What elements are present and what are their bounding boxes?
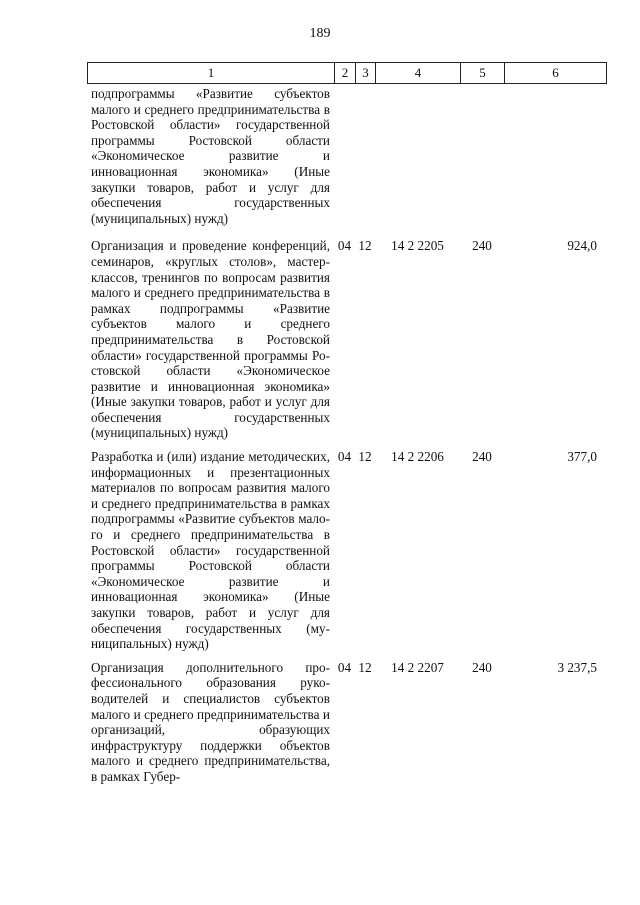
row-expense-type: 240	[472, 449, 492, 465]
column-header-5: 5	[461, 63, 505, 83]
row-target-article	[375, 86, 460, 226]
table-header-row	[87, 62, 607, 84]
row-target-article: 14 2 2206	[391, 449, 444, 465]
row-expense-type: 240	[472, 659, 492, 675]
table-row	[87, 238, 607, 441]
row-section-code: 04	[337, 238, 352, 254]
row-description: Разработка и (или) издание методических, информационных и презентационных материалов по вопросам развития малого и среднего предпринимательства в рамках подпрограммы «Развитие субъектов малого и среднего предпринимательства в Ростовской области» государственной программы Ростовской области «Экономическое развитие и инновационная экономика» (Иные закупки товаров, работ и услуг для обеспечения государственных (муниципальных) нужд)	[91, 449, 330, 652]
row-description: Организация дополнительного профессионального образования руководителей и специалистов субъектов малого и среднего предпринимательства и организаций, образующих инфраструктуру поддержки объектов малого и среднего предпринимательства, в рамках Губер-	[91, 659, 330, 784]
column-header-4: 4	[376, 63, 461, 83]
row-subsection-code: 12	[358, 449, 372, 465]
row-expense-type: 240	[472, 238, 492, 254]
row-target-article: 14 2 2205	[391, 238, 444, 254]
row-amount	[504, 86, 605, 226]
row-subsection-code: 12	[358, 659, 372, 675]
column-header-2: 2	[335, 63, 356, 83]
row-expense-type	[460, 86, 504, 226]
row-subsection-code	[355, 86, 375, 226]
row-amount: 924,0	[567, 238, 597, 254]
row-target-article: 14 2 2207	[391, 659, 444, 675]
table-row	[87, 660, 607, 785]
column-header-3: 3	[356, 63, 376, 83]
table-body	[87, 86, 607, 793]
row-amount: 377,0	[567, 449, 597, 465]
row-section-code: 04	[337, 659, 352, 675]
table-row	[87, 86, 607, 226]
column-header-1: 1	[88, 63, 335, 83]
row-description: Организация и проведение конференций, семинаров, «круглых столов», мастер-классов, тренингов по вопросам развития малого и среднего предпринимательства в рамках подпрограммы «Развитие субъектов малого и среднего предпринимательства в Ростовской области» государственной программы Ростовской области «Экономическое развитие и инновационная экономика» (Иные закупки товаров, работ и услуг для обеспечения государственных (муниципальных) нужд)	[91, 238, 330, 441]
row-subsection-code: 12	[358, 238, 372, 254]
column-header-6: 6	[552, 65, 559, 80]
row-section-code	[334, 86, 355, 226]
page-number: 189	[309, 26, 331, 41]
row-section-code: 04	[337, 449, 352, 465]
row-amount: 3 237,5	[557, 659, 597, 675]
table-row	[87, 449, 607, 652]
row-description: подпрограммы «Развитие субъектов малого и среднего предпринимательства в Ростовской области» государственной программы Ростовской области «Экономическое развитие и инновационная экономика» (Иные закупки товаров, работ и услуг для обеспечения государственных (муниципальных) нужд)	[91, 86, 330, 226]
